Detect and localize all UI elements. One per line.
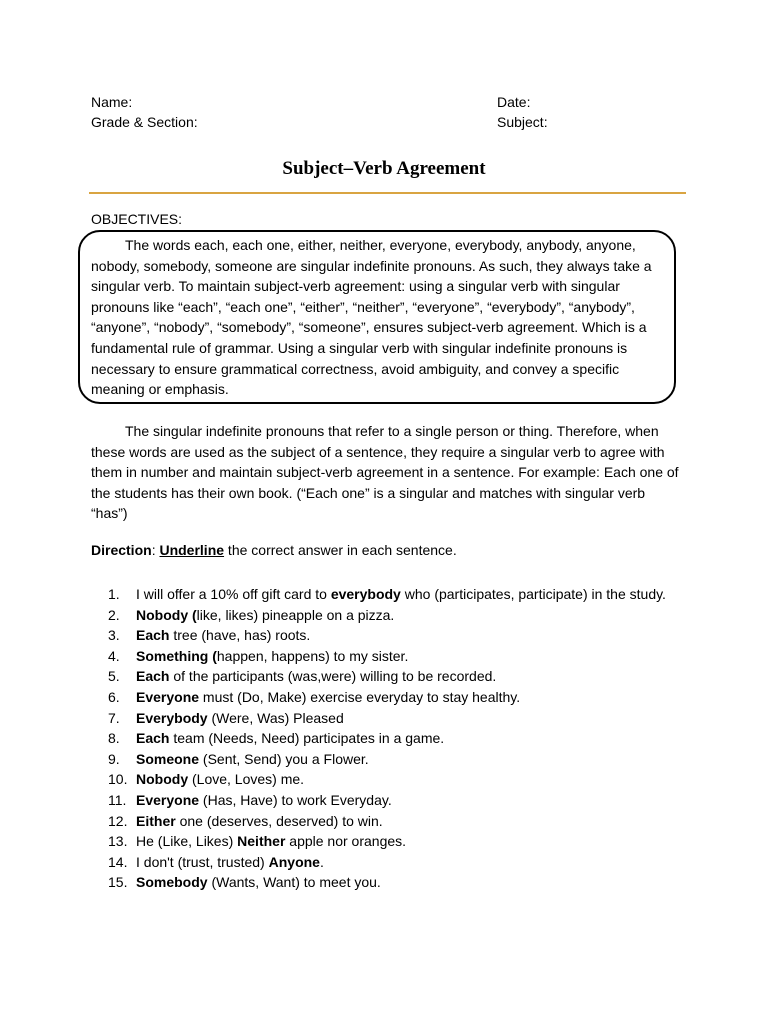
list-item xyxy=(91,749,681,770)
item-subject: Somebody xyxy=(136,874,208,891)
direction-line xyxy=(91,542,457,558)
direction-label: Direction xyxy=(91,542,152,558)
item-number: 1. xyxy=(108,586,120,602)
item-number: 14. xyxy=(108,853,128,870)
list-item xyxy=(91,811,681,832)
item-text: must (Do, Make) exercise everyday to stay healthy. xyxy=(199,688,521,705)
item-subject: Something ( xyxy=(136,647,217,664)
item-subject: Neither xyxy=(237,833,286,850)
item-number: 10. xyxy=(108,771,128,788)
list-item xyxy=(91,831,681,852)
grade-section-label: Grade & Section: xyxy=(91,114,198,130)
item-text: team (Needs, Need) participates in a game. xyxy=(169,730,445,747)
name-label: Name: xyxy=(91,94,133,110)
exercise-list xyxy=(91,584,681,893)
objectives-label: OBJECTIVES: xyxy=(91,211,183,227)
item-number: 15. xyxy=(108,874,128,891)
direction-keyword: Underline xyxy=(159,542,225,558)
item-subject: Nobody xyxy=(136,771,189,788)
list-item xyxy=(91,769,681,790)
direction-separator: : xyxy=(151,542,160,558)
item-subject: Each xyxy=(136,730,170,747)
list-item xyxy=(91,728,681,749)
item-subject: Each xyxy=(136,627,170,644)
item-text: apple nor oranges. xyxy=(285,833,407,850)
item-text: I don't (trust, trusted) xyxy=(136,853,269,870)
list-item xyxy=(91,625,681,646)
item-text: (Wants, Want) to meet you. xyxy=(207,874,381,891)
item-text: I will offer a 10% off gift card to xyxy=(136,586,331,602)
item-text: who (participates, participate) in the study. xyxy=(400,586,666,602)
date-label: Date: xyxy=(497,94,531,110)
subject-label: Subject: xyxy=(497,114,548,130)
item-text: (Sent, Send) you a Flower. xyxy=(199,750,369,767)
item-number: 4. xyxy=(108,647,120,664)
item-number: 2. xyxy=(108,606,120,623)
list-item xyxy=(91,687,681,708)
item-number: 11. xyxy=(108,791,127,808)
item-text: of the participants (was,were) willing to be recorded. xyxy=(169,668,497,685)
item-subject: Everyone xyxy=(136,791,200,808)
list-item xyxy=(91,605,681,626)
item-subject: Nobody ( xyxy=(136,606,197,623)
item-text: (Love, Loves) me. xyxy=(188,771,305,788)
objectives-text: The words each, each one, either, neither, everyone, everybody, anybody, anyone, nobody, somebody, someone are singular indefinite pronouns. As such, they always take a singular verb. To maintain subject-verb agreement: using a singular verb with singular pronouns like “each”, “each one”, “either”, “neither”, “everyone”, “everybody”, “anybody”, “anyone”, “nobody”, “somebody”, “someone”, ensures subject-verb agreement. Which is a fundamental rule of grammar. Using a singular verb with singular indefinite pronouns is necessary to ensure grammatical correctness, avoid ambiguity, and convey a specific meaning or emphasis. xyxy=(91,237,652,398)
item-subject: Each xyxy=(136,668,170,685)
item-text: like, likes) pineapple on a pizza. xyxy=(196,606,395,623)
title-divider xyxy=(89,192,686,194)
list-item xyxy=(91,584,681,605)
explanation-paragraph: The singular indefinite pronouns that refer to a single person or thing. Therefore, when these words are used as the subject of a sentence, they require a singular verb to agree with them in number and maintain subject-verb agreement in a sentence. For example: Each one of the students has their own book. (“Each one” is a singular and matches with singular verb “has”) xyxy=(91,423,679,522)
list-item xyxy=(91,852,681,873)
item-text: one (deserves, deserved) to win. xyxy=(175,812,383,829)
item-text: (Were, Was) Pleased xyxy=(207,709,344,726)
item-subject: Anyone xyxy=(268,853,320,870)
item-number: 6. xyxy=(108,688,120,705)
item-number: 3. xyxy=(108,627,120,644)
page-title: Subject–Verb Agreement xyxy=(282,158,486,179)
item-number: 7. xyxy=(108,709,120,726)
item-subject: Someone xyxy=(136,750,200,767)
item-text: (Has, Have) to work Everyday. xyxy=(199,791,392,808)
item-text: tree (have, has) roots. xyxy=(169,627,311,644)
direction-text: the correct answer in each sentence. xyxy=(224,542,457,558)
item-subject: Either xyxy=(136,812,176,829)
list-item xyxy=(91,666,681,687)
list-item xyxy=(91,646,681,667)
item-text: . xyxy=(319,853,324,870)
list-item xyxy=(91,790,681,811)
list-item xyxy=(91,708,681,729)
item-number: 8. xyxy=(108,730,120,747)
item-number: 9. xyxy=(108,750,120,767)
item-number: 12. xyxy=(108,812,128,829)
list-item xyxy=(91,872,681,893)
item-text: happen, happens) to my sister. xyxy=(216,647,409,664)
item-number: 13. xyxy=(108,833,128,850)
item-number: 5. xyxy=(108,668,120,685)
item-subject: Everybody xyxy=(136,709,208,726)
item-subject: Everyone xyxy=(136,688,200,705)
item-text: He (Like, Likes) xyxy=(136,833,238,850)
item-subject: everybody xyxy=(330,586,401,602)
